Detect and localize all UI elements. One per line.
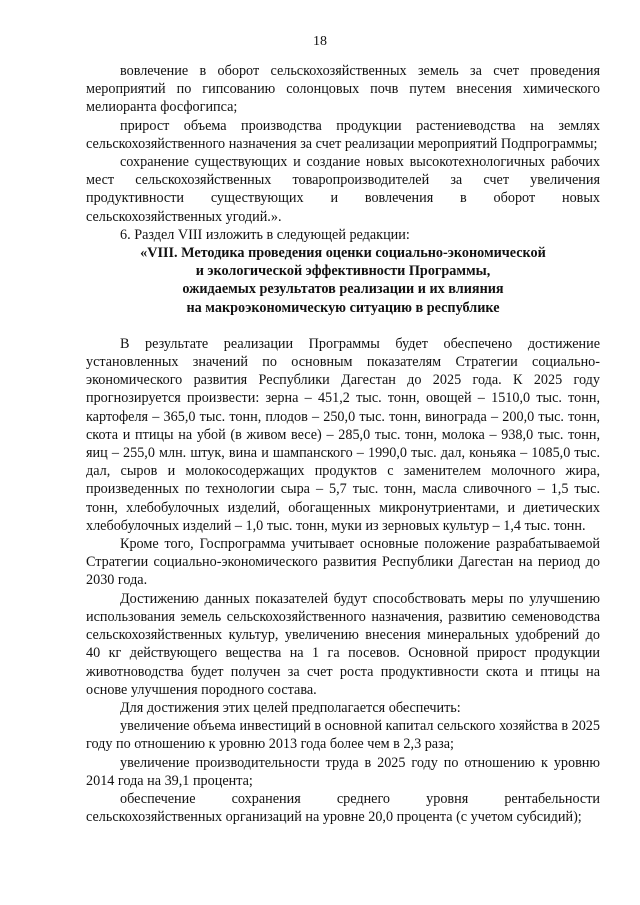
paragraph: В результате реализации Программы будет обеспечено достижение установленных значений по основным показателям Стратегии социально-экономического развития Республики Дагестан до 2025 года. К 2025 году прогнозируется произвести: зерна – 451,2 тыс. тонн, овощей – 1510,0 тыс. тонн, картофеля – 365,0 тыс. тонн, плодов – 250,0 тыс. тонн, винограда – 200,0 тыс. тонн, скота и птицы на убой (в живом весе) – 285,0 тыс. тонн, молока – 938,0 тыс. тонн, яиц – 255,0 млн. штук, вина и шампанского – 1990,0 тыс. дал, коньяка – 1085,0 тыс. дал, сыров и молокосодержащих продуктов с заменителем молочного жира, произведенных по технологии сыра – 5,7 тыс. тонн, масла сливочного – 1,5 тыс. тонн, хлебобулочных изделий, обогащенных микронутриентами, и диетических хлебобулочных изделий – 1,0 тыс. тонн, муки из зерновых культур – 1,4 тыс. тонн.	[86, 335, 600, 534]
heading-line: и экологической эффективности Программы,	[195, 263, 491, 280]
paragraph: прирост объема производства продукции растениеводства на землях сельскохозяйственного назначения за счет реализации мероприятий Подпрограммы;	[86, 117, 600, 152]
paragraph: Для достижения этих целей предполагается обеспечить:	[120, 699, 461, 716]
paragraph: сохранение существующих и создание новых высокотехнологичных рабочих мест сельскохозяйственных товаропроизводителей за счет увеличения продуктивности существующих и вовлечения в оборот новых сельскохозяйственных угодий.».	[86, 154, 600, 225]
paragraph: Достижению данных показателей будут способствовать меры по улучшению использования земель сельскохозяйственного назначения, развитию семеноводства сельскохозяйственных культур, увеличению внесения минеральных удобрений до 40 кг действующего вещества на 1 га посевов. Основной прирост продукции животноводства будет получен за счет роста продуктивности скота и птицы на основе улучшения породного состава.	[86, 590, 600, 698]
heading-line: ожидаемых результатов реализации и их влияния	[182, 281, 504, 298]
paragraph: увеличение производительности труда в 2025 году по отношению к уровню 2014 года на 39,1 процента;	[86, 754, 600, 789]
document-body	[86, 62, 600, 826]
paragraph: 6. Раздел VIII изложить в следующей редакции:	[120, 226, 410, 243]
section-heading	[86, 244, 600, 317]
paragraph: вовлечение в оборот сельскохозяйственных земель за счет проведения мероприятий по гипсованию солонцовых почв путем внесения химического мелиоранта фосфогипса;	[86, 63, 600, 116]
paragraph: обеспечение сохранения среднего уровня рентабельности сельскохозяйственных организаций на уровне 20,0 процента (с учетом субсидий);	[86, 790, 600, 826]
paragraph: Кроме того, Госпрограмма учитывает основные положение разрабатываемой Стратегии социально-экономического развития Республики Дагестан на период до 2030 года.	[86, 536, 600, 589]
heading-line: на макроэкономическую ситуацию в республике	[186, 299, 500, 316]
paragraph: увеличение объема инвестиций в основной капитал сельского хозяйства в 2025 году по отношению к уровню 2013 года более чем в 2,3 раза;	[86, 718, 600, 753]
page-number: 18	[313, 34, 327, 49]
heading-line: «VIII. Методика проведения оценки социально-экономической	[140, 245, 546, 262]
